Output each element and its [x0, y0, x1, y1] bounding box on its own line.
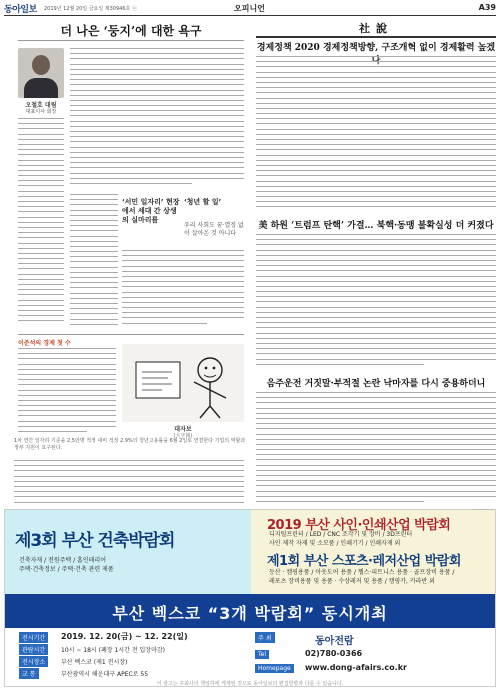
organizer-logo: 동아전람 — [315, 636, 354, 647]
newspaper-logo: 동아일보 — [4, 5, 37, 15]
hours-value: 10시 ~ 18시 (폐장 1시간 전 입장마감) — [61, 647, 165, 654]
sub-column-body — [18, 348, 116, 434]
illustration-drawing — [122, 344, 244, 422]
editorials — [256, 18, 496, 508]
editorial-1-title: 경제정책 2020 경제정책방향, 구조개혁 없이 경제활력 높겠나 — [256, 43, 496, 66]
pull-quote-right: 우리 사회도 꿈·열정 없이 살아온 것 아니다 — [184, 222, 244, 237]
tel-value: 02)780-0366 — [305, 649, 363, 658]
ad-right-headline-1: 2019 부산 사인·인쇄산업 박람회 — [267, 518, 451, 533]
column-body-1 — [70, 48, 244, 190]
pull-quote — [122, 194, 248, 246]
editorial-1-body — [256, 56, 496, 212]
tel-label: Tel — [255, 650, 269, 659]
cartoon-illustration — [122, 344, 244, 439]
title-divider — [18, 40, 244, 41]
dateline: 2019년 12월 20일 금요일 제30946호 ⓐ — [44, 6, 137, 12]
period-value: 2019. 12. 20(금) ~ 12. 22(일) — [61, 632, 188, 641]
column-body-4 — [122, 250, 244, 330]
ad-right-bullets-1 — [269, 530, 412, 548]
column-body-2 — [18, 118, 64, 330]
column-body-3 — [70, 194, 118, 330]
column-divider — [18, 334, 244, 335]
illustration-credit: (大字報) — [173, 433, 193, 439]
writer-name: 오철호 대림 — [25, 102, 57, 109]
ad-right-bullet-4: 레포츠 장비용품 및 용품 · 수상레저 및 용품 / 캠핑카, 카라반 외 — [269, 578, 435, 585]
ad-left-bullet-2: 주택·건축정보 / 주택·건축 관련 제품 — [19, 566, 114, 573]
pull-quote-right-title: ‘청년 할 일’ — [184, 198, 222, 206]
editorial-header-rule — [256, 36, 496, 38]
pull-quote-left: ‘서민 일자리’ 현장에서 세대 간 상생의 실마리를 — [122, 198, 180, 224]
ad-banner — [5, 594, 495, 628]
editorial-2-body — [256, 234, 496, 370]
homepage-link[interactable]: www.dong-afairs.co.kr — [305, 663, 407, 672]
ad-banner-text: 부산 벡스코 “3개 박람회” 동시개최 — [112, 604, 388, 623]
illustration-image — [122, 344, 244, 422]
editorial-header: 社說 — [359, 22, 393, 35]
venue-value: 부산 벡스코 (제1 전시장) — [61, 659, 128, 666]
hours-label: 관람시간 — [19, 644, 48, 655]
section-title: 오피니언 — [234, 4, 265, 13]
ad-right-bullet-1: 디지털프린터 / LED / CNC 조각기 및 장비 / 3D프린터 — [269, 531, 413, 538]
ad-left-headline: 제3회 부산 건축박람회 — [15, 531, 175, 551]
ad-left-panel — [5, 510, 251, 594]
ad-right-bullets-2 — [269, 568, 454, 586]
ad-right-headline-2: 제1회 부산 스포츠·레저산업 박람회 — [267, 554, 461, 569]
editorial-3-title: 음주운전 거짓말·부적절 논란 낙마자를 다시 중용하더니 — [266, 379, 486, 389]
homepage-label: Homepage — [255, 664, 294, 673]
ad-right-panel — [251, 510, 495, 594]
organizer-label: 주 최 — [255, 632, 275, 643]
venue-label: 전시장소 — [19, 656, 48, 667]
period-label: 전시기간 — [19, 632, 48, 643]
expo-advertisement — [4, 509, 496, 687]
opinion-column — [4, 18, 244, 508]
transport-value: 부산광역시 해운대구 APEC로 55 — [61, 671, 149, 678]
column-title: 더 나은 ‘둥지’에 대한 욕구 — [60, 24, 202, 38]
sub-column-byline: 이준석의 경제 첫 수 — [18, 340, 71, 347]
page-number: A39 — [478, 3, 496, 12]
ad-disclaimer: 이 광고는 주최사의 책임하에 게재된 것으로 동아일보의 편집방향과 다를 수 있습니다. — [156, 681, 344, 687]
ad-right-bullet-2: 사인 제작 자재 및 소모품 / 인쇄기기 / 인쇄자재 외 — [269, 540, 401, 547]
lower-body — [14, 460, 244, 506]
ad-info — [5, 628, 495, 686]
editorial-2-title: 美 하원 ‘트럼프 탄핵’ 가결… 북핵·동맹 불확실성 더 커졌다 — [258, 221, 494, 231]
editorial-3-body — [256, 392, 496, 506]
ad-left-bullets — [19, 556, 114, 574]
writer-photo — [18, 48, 64, 98]
ad-right-bullet-3: 등산 · 캠핑용품 / 아웃도어 용품 / 헬스·피트니스 용품 · 골프장비 용품 / — [269, 569, 455, 576]
ad-left-bullet-1: 건축자재 / 전원주택 / 홈인테리어 — [19, 557, 107, 564]
column-footnote: 1차 연간 일자리 기준을 2,5만명 적정 대비 적정 2.9%의 청년고용률을 6월 2일로 연결한다 기업의 역할과 정부 지원이 요구된다. — [14, 438, 246, 451]
transport-label: 교 통 — [19, 668, 39, 679]
illustration-caption: 대자보 — [174, 426, 192, 433]
writer-title: 대표이사 회장 — [25, 109, 57, 115]
masthead — [4, 2, 496, 16]
